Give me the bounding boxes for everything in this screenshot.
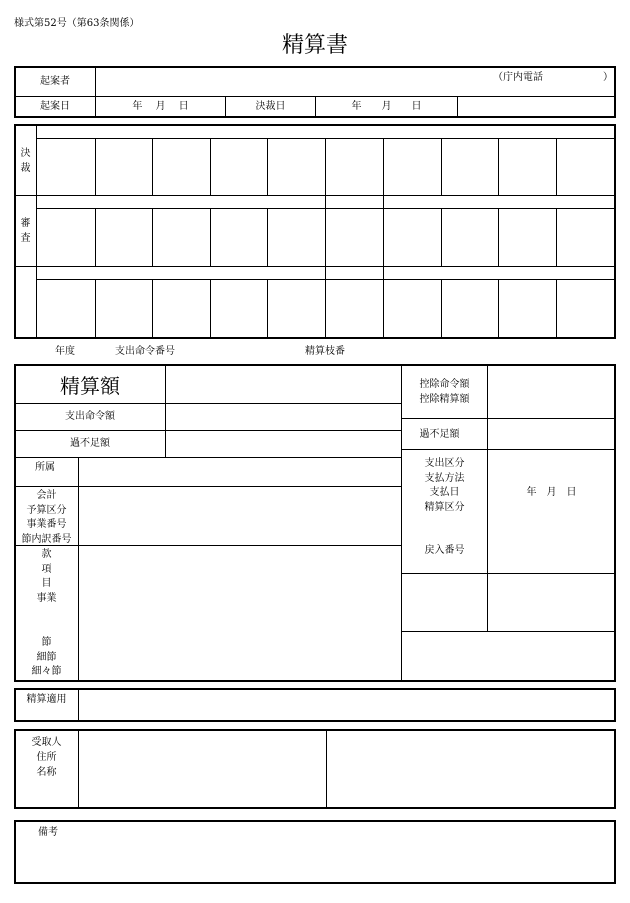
document-title: 精算書 [281, 33, 348, 58]
right-excess-shortage-field[interactable] [488, 419, 615, 449]
payment-order-amount-label: 支出命令額 [65, 411, 115, 422]
stamp-cell-divider [441, 280, 442, 338]
stamp-cell-divider [210, 209, 211, 266]
recipient-address-field[interactable] [79, 730, 326, 808]
approval-grid [14, 124, 616, 339]
return-number-label: 戻入番号 [424, 545, 465, 556]
stamp-cell-divider [383, 280, 384, 338]
stamp-cell-divider [95, 139, 96, 195]
budget-classification-field[interactable] [79, 546, 401, 681]
excess-shortage-label: 過不足額 [70, 438, 110, 449]
accounting-codes-label: 会計 予算区分 事業番号 節内訳番号 [21, 490, 72, 545]
drafter-label: 起案者 [40, 76, 70, 87]
stamp-cell-divider [498, 280, 499, 338]
budget-item-label: 款 項 目 事業 [36, 549, 57, 604]
payment-date-field[interactable]: 年 月 日 [526, 487, 577, 498]
stamp-cell-divider [556, 209, 557, 266]
remarks-label: 備考 [38, 827, 58, 838]
stamp-cell-divider [95, 209, 96, 266]
stamp-cell-divider [152, 139, 153, 195]
payment-order-amount-field[interactable] [166, 404, 401, 430]
stamp-cell-divider [267, 139, 268, 195]
application-field[interactable] [79, 689, 615, 721]
deduction-label: 控除命令額 控除精算額 [419, 379, 470, 405]
review-label: 審 査 [20, 218, 31, 244]
settlement-amount-label: 精算額 [60, 374, 120, 398]
settlement-amount-field[interactable] [166, 365, 401, 403]
excess-shortage-field[interactable] [166, 431, 401, 457]
fiscal-year-label: 年度 [55, 346, 75, 357]
stamp-cell-divider [325, 209, 326, 266]
affiliation-label: 所属 [35, 462, 55, 473]
settlement-branch-number-label: 精算枝番 [305, 346, 345, 357]
decision-date-label: 決裁日 [255, 101, 286, 112]
deduction-field[interactable] [488, 365, 615, 418]
stamp-cell-divider [498, 139, 499, 195]
draft-date-label: 起案日 [40, 101, 70, 112]
stamp-cell-divider [267, 280, 268, 338]
payment-details-label: 支出区分 支払方法 支払日 精算区分 [424, 458, 465, 513]
recipient-name-field[interactable] [327, 730, 615, 808]
right-blank-cell[interactable] [402, 574, 487, 631]
approval-sub-header-divider [325, 267, 326, 280]
affiliation-field[interactable] [79, 458, 401, 486]
stamp-cell-divider [383, 209, 384, 266]
payment-order-number-label: 支出命令番号 [115, 346, 175, 357]
remarks-field[interactable] [15, 842, 615, 883]
approval-sub-header-line [37, 279, 615, 280]
right-excess-shortage-label: 過不足額 [419, 429, 460, 440]
approval-sub-header-line [37, 138, 615, 139]
stamp-cell-divider [152, 280, 153, 338]
stamp-cell-divider [556, 139, 557, 195]
decision-date-field[interactable]: 年 月 日 [351, 101, 422, 112]
approval-sub-header-divider [383, 267, 384, 280]
approval-sub-header-divider [383, 196, 384, 209]
stamp-cell-divider [152, 209, 153, 266]
approval-sub-header-divider [325, 196, 326, 209]
right-bottom-cell[interactable] [402, 632, 615, 681]
approval-section-divider [15, 266, 615, 267]
stamp-cell-divider [210, 280, 211, 338]
application-label: 精算適用 [26, 694, 67, 705]
form-number: 様式第52号（第63条関係） [14, 18, 140, 29]
main-right-row-line [402, 449, 615, 450]
draft-date-field[interactable]: 年 月 日 [132, 101, 189, 112]
header-blank-cell[interactable] [458, 97, 615, 117]
section-label: 節 細節 細々節 [31, 637, 62, 677]
recipient-label: 受取人 住所 名称 [31, 737, 62, 778]
stamp-cell-divider [95, 280, 96, 338]
right-blank-cell[interactable] [488, 574, 615, 631]
approval-section-divider [15, 195, 615, 196]
stamp-cell-divider [267, 209, 268, 266]
accounting-codes-field[interactable] [79, 487, 401, 545]
approval-label-column-divider [36, 125, 37, 338]
stamp-cell-divider [498, 209, 499, 266]
stamp-cell-divider [441, 209, 442, 266]
stamp-cell-divider [383, 139, 384, 195]
stamp-cell-divider [441, 139, 442, 195]
stamp-cell-divider [210, 139, 211, 195]
phone-label: （庁内電話 ） [493, 72, 613, 83]
stamp-cell-divider [325, 280, 326, 338]
decision-label: 決 裁 [20, 148, 31, 174]
approval-sub-header-line [37, 208, 615, 209]
stamp-cell-divider [325, 139, 326, 195]
stamp-cell-divider [556, 280, 557, 338]
